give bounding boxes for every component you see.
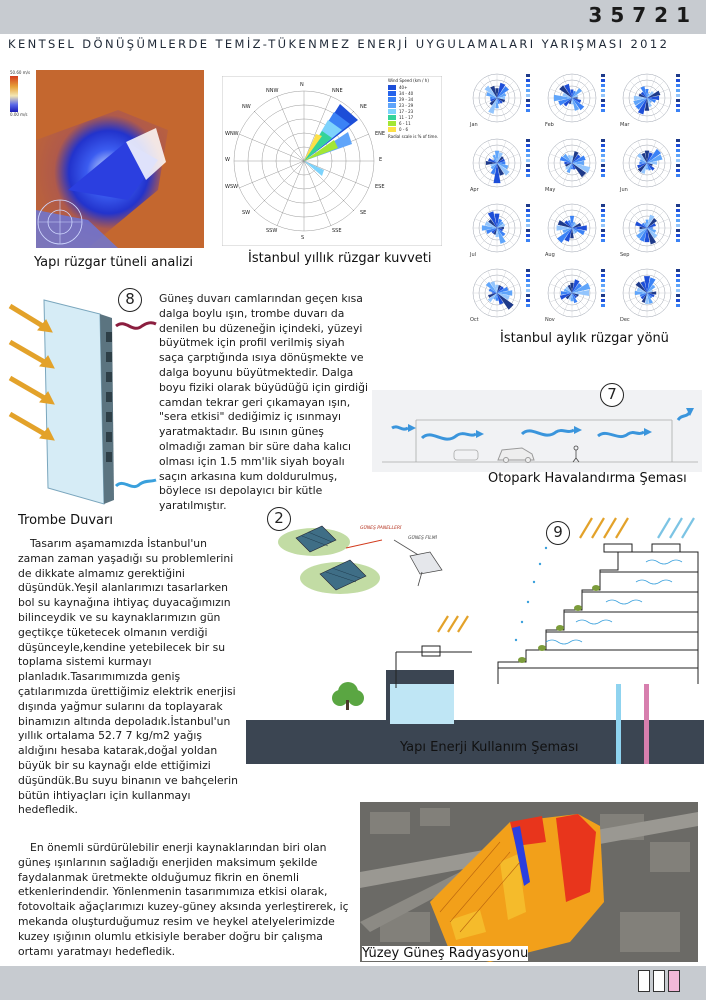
footer-swatch-1 — [638, 970, 650, 992]
legend-label: 17 - 23 — [399, 109, 414, 114]
dir-nw: NW — [242, 104, 251, 110]
dir-ene: ENE — [375, 131, 386, 137]
legend-swatch — [388, 121, 396, 126]
month-label: Jan — [470, 122, 478, 128]
solar-caption: Yüzey Güneş Radyasyonu — [362, 946, 529, 961]
month-label: Aug — [545, 252, 555, 258]
monthly-wind-roses — [470, 68, 696, 328]
monthly-rose — [470, 68, 542, 130]
monthly-rose — [620, 68, 692, 130]
month-label: May — [545, 187, 556, 193]
dir-ssw: SSW — [266, 228, 278, 234]
annual-wind-rose — [222, 76, 442, 246]
dir-nne: NNE — [332, 88, 343, 94]
monthly-rose — [470, 263, 542, 325]
month-label: Jul — [470, 252, 477, 258]
legend-label: 40+ — [399, 85, 408, 90]
dir-sse: SSE — [332, 228, 342, 234]
legend-swatch — [388, 103, 396, 108]
scale-max-label: 50.60 m/s — [10, 70, 31, 75]
legend-note: Radial scale is % of time. — [388, 134, 439, 139]
scale-min-label: 0.00 m/s — [10, 112, 28, 117]
marker-trombe: 8 — [118, 288, 142, 312]
energy-caption: Yapı Enerji Kullanım Şeması — [400, 740, 579, 755]
legend-title: Wind Speed (km / h) — [388, 78, 429, 83]
legend-swatch — [388, 115, 396, 120]
trombe-text: Güneş duvarı camlarından geçen kısa dalga boylu ışın, trombe duvarı da denilen bu düzeneğin içindeki, yüzeyi büyütmek için profil verilmiş siyah saça çarptığında ısıya dönüşmekte ve dalga boyunu büyütmektedir. Dalga boyu fiziki olarak büyüdüğü için girdiği camdan tekrar geri çıkamayan ışın, "sera etkisi" dediğimiz iç ısınmayı yaratmaktadır. Bu ısının güneş olmadığı zaman bir süre daha kalıcı olması için 1.5 mm'lik siyah boyalı saçın arkasına kum doldurulmuş, böylece ısı depolayıcı bir kütle yaratılmıştır. — [159, 292, 369, 513]
marker-trees: 2 — [267, 507, 291, 531]
legend-item — [388, 109, 442, 114]
footer-bar — [0, 966, 706, 1000]
legend-item — [388, 103, 442, 108]
monthly-rose — [620, 263, 692, 325]
energy-section-schema — [246, 512, 704, 764]
month-label: Oct — [470, 317, 479, 323]
monthly-wind-caption: İstanbul aylık rüzgar yönü — [500, 331, 669, 346]
project-code: 35721 — [588, 3, 698, 27]
legend-item — [388, 91, 442, 96]
footer-swatch-3 — [668, 970, 680, 992]
wind-tunnel-caption: Yapı rüzgar tüneli analizi — [34, 255, 193, 270]
parking-caption: Otopark Havalandırma Şeması — [488, 471, 687, 486]
dir-ne: NE — [360, 104, 367, 110]
dir-se: SE — [360, 210, 367, 216]
monthly-rose — [620, 198, 692, 260]
dir-s: S — [301, 235, 305, 241]
dir-ese: ESE — [375, 184, 385, 190]
legend-item — [388, 97, 442, 102]
monthly-rose — [470, 133, 542, 195]
marker-parking: 7 — [600, 383, 624, 407]
legend-swatch — [388, 85, 396, 90]
solar-radiation-image — [360, 802, 698, 962]
dir-w: W — [225, 157, 230, 163]
legend-label: 29 - 34 — [399, 97, 414, 102]
trombe-heading: Trombe Duvarı — [18, 513, 113, 528]
legend-item — [388, 85, 442, 90]
dir-sw: SW — [242, 210, 251, 216]
legend-item — [388, 121, 442, 126]
footer-swatch-2 — [653, 970, 665, 992]
water-collection-text: Tasarım aşamamızda İstanbul'un zaman zaman yaşadığı su problemlerini de dikkate almamız gerektiğini düşündük.Yeşil alanlarımızı tasarlarken bol su kaynağına ihtiyaç duyacağımızın bilinceydik ve su kaynaklarımızın gün geçtikçe tüketecek olmanın verdiği düşünceyle,kendine yetebilecek bir su toplama sistemi kurmayı planladık.Tasarımımızda geniş çatılarımızda ürettiğimiz elektrik enerjisi dışında yağmur sularını da toplayarak binamızın altında depoladık.İstanbul'un yıllık ortalama 52.7 7 kg/m2 yağış aldığını hesaba katarak,doğal yoldan büyük bir su kaynağı elde ettiğimizi düşündük.Bu suyu binanın ve bahçelerin bütün ihtiyaçları için kullanmayı hedefledik. — [18, 537, 238, 817]
legend-item — [388, 115, 442, 120]
solar-orientation-text: En önemli sürdürülebilir enerji kaynaklarından biri olan güneş ışınlarının sağladığı enerjiden maksimum şekilde faydalanmak üretmekte olduğumuz fikrin en önemli etkenlerindendir. Yönlenmenin tasarımımıza etkisi olarak, fotovoltaik ağaçlarımızı kuzey-güney aksında yerleştirerek, iç mekanda oluşturduğumuz resim ve heykel atelyelerimizde kuzey ışığının olumlu etkisiyle beraber doğru bir çalışma ortamı yaratmayı hedefledik. — [18, 841, 349, 958]
monthly-rose — [545, 198, 617, 260]
month-label: Jun — [620, 187, 628, 193]
legend-swatch — [388, 97, 396, 102]
competition-title: KENTSEL DÖNÜŞÜMLERDE TEMİZ-TÜKENMEZ ENERJİ UYGULAMALARI YARIŞMASI 2012 — [8, 37, 670, 51]
dir-wnw: WNW — [225, 131, 239, 137]
legend-label: 6 - 11 — [399, 121, 411, 126]
legend-swatch — [388, 109, 396, 114]
legend-label: 0 - 6 — [399, 127, 409, 132]
legend-swatch — [388, 91, 396, 96]
wind-tunnel-image — [8, 70, 204, 248]
monthly-rose — [470, 198, 542, 260]
legend-label: 11 - 17 — [399, 115, 414, 120]
month-label: Nov — [545, 317, 555, 323]
dir-wsw: WSW — [225, 184, 239, 190]
month-label: Dec — [620, 317, 630, 323]
solar-film-label: GÜNEŞ FİLMİ — [408, 536, 437, 541]
wind-legend — [388, 78, 442, 139]
dir-nnw: NNW — [266, 88, 279, 94]
dir-e: E — [379, 157, 383, 163]
month-label: Sep — [620, 252, 630, 258]
monthly-rose — [620, 133, 692, 195]
annual-wind-caption: İstanbul yıllık rüzgar kuvveti — [248, 251, 432, 266]
monthly-rose — [545, 263, 617, 325]
trombe-wall-illustration — [8, 292, 158, 507]
month-label: Mar — [620, 122, 630, 128]
legend-item — [388, 127, 442, 132]
month-label: Apr — [470, 187, 479, 193]
solar-panels-label: GÜNEŞ PANELLERİ — [360, 526, 402, 531]
legend-label: 34 - 40 — [399, 91, 414, 96]
legend-swatch — [388, 127, 396, 132]
legend-label: 23 - 29 — [399, 103, 414, 108]
parking-ventilation-sketch — [372, 390, 702, 472]
dir-n: N — [300, 82, 304, 88]
monthly-rose — [545, 68, 617, 130]
month-label: Feb — [545, 122, 554, 128]
monthly-rose — [545, 133, 617, 195]
marker-energy: 9 — [546, 521, 570, 545]
